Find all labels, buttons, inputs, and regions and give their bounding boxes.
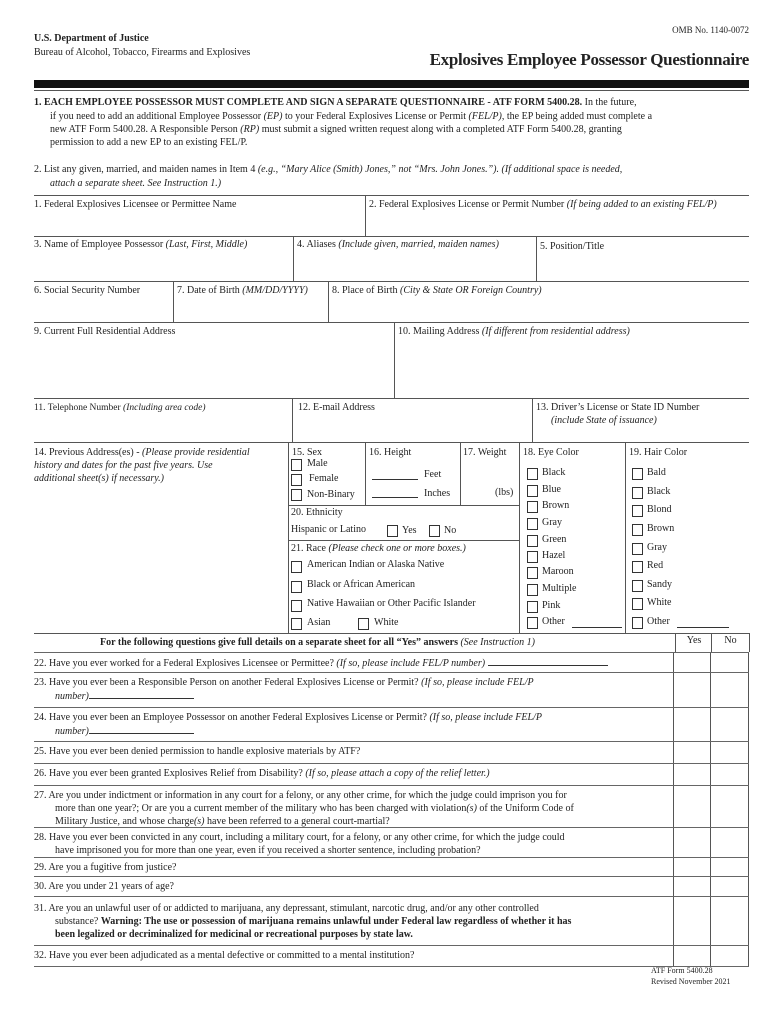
feet-label: Feet [424,469,442,480]
race-black-label: Black or African American [307,579,416,590]
question-27: 27. Are you under indictment or information in any court for a felony, or any other crime, for which the judge could imprison you for more than one year?; Or are you a current member of the military who has been charged with violation(s) of the Uniform Code of Military Justice, and whose charge(s) have been referred to a general court-martial? [34,786,749,828]
hair-blond-label: Blond [647,504,672,515]
hair-gray-label: Gray [647,542,667,553]
title-bar [34,80,749,88]
department: U.S. Department of Justice [34,33,149,44]
field-10-mailing-address[interactable]: 10. Mailing Address (If different from residential address) [398,326,630,337]
fel-number-input[interactable] [89,724,194,734]
field-4-aliases[interactable]: 4. Aliases (Include given, married, maiden names) [297,239,499,250]
hair-bald-label: Bald [647,467,666,478]
instruction-1-line4: permission to add a new EP to an existing FEL/P. [50,137,248,148]
fel-number-input[interactable] [89,689,194,699]
field-5-position[interactable]: 5. Position/Title [540,241,605,252]
eye-hazel-checkbox[interactable] [527,551,538,563]
field-14-hint: history and dates for the past five years. Use [34,460,213,471]
q30-no[interactable] [710,877,749,896]
sex-female-label: Female [309,473,339,484]
eye-black-label: Black [542,467,566,478]
field-21-race-label: 21. Race (Please check one or more boxes.) [291,543,466,554]
sex-nonbinary-label: Non-Binary [307,489,355,500]
hair-sandy-checkbox[interactable] [632,580,643,592]
q26-no[interactable] [710,764,749,785]
race-white-checkbox[interactable] [358,618,369,630]
question-24: 24. Have you ever been an Employee Possessor on another Federal Explosives License or Permit? (If so, please include FEL/P number) [34,708,749,742]
eye-multiple-checkbox[interactable] [527,584,538,596]
eye-maroon-label: Maroon [542,566,574,577]
field-15-sex-label: 15. Sex [292,447,322,458]
field-16-height-label: 16. Height [369,447,412,458]
divider [34,90,749,91]
field-14-hint2: additional sheet(s) if necessary.) [34,473,164,484]
race-asian-label: Asian [307,617,331,628]
instruction-1-line2: if you need to add an additional Employee Possessor (EP) to your Federal Explosives License or Permit (FEL/P), the EP being added must complete a [50,111,653,122]
field-6-ssn[interactable]: 6. Social Security Number [34,285,141,296]
eye-gray-label: Gray [542,517,562,528]
hair-brown-label: Brown [647,523,675,534]
eye-blue-checkbox[interactable] [527,485,538,497]
race-asian-checkbox[interactable] [291,618,302,630]
hispanic-label: Hispanic or Latino [291,524,366,535]
question-28: 28. Have you ever been convicted in any court, including a military court, for a felony, or any other crime, for which the judge could have imprisoned you for more than one year, even if you received a shorter sentence, including probation? [34,828,749,858]
field-17-weight-label: 17. Weight [463,447,507,458]
omb-number: OMB No. 1140-0072 [672,25,749,35]
race-pacific-islander-checkbox[interactable] [291,600,302,612]
inches-label: Inches [424,488,451,499]
eye-other-checkbox[interactable] [527,617,538,629]
hair-other-checkbox[interactable] [632,617,643,629]
race-american-indian-checkbox[interactable] [291,561,302,573]
q24-no[interactable] [710,708,749,741]
hair-black-checkbox[interactable] [632,487,643,499]
question-29: 29. Are you a fugitive from justice? [34,858,749,877]
hair-brown-checkbox[interactable] [632,524,643,536]
hair-sandy-label: Sandy [647,579,672,590]
q22-yes[interactable] [673,653,710,672]
eye-green-label: Green [542,534,567,545]
eye-maroon-checkbox[interactable] [527,567,538,579]
field-2-license-number[interactable]: 2. Federal Explosives License or Permit Number (If being added to an existing FEL/P) [369,199,717,210]
field-14-previous-address[interactable]: 14. Previous Address(es) - (Please provide residential [34,447,250,458]
q28-yes[interactable] [673,828,710,857]
race-american-indian-label: American Indian or Alaska Native [307,559,445,570]
hispanic-yes-label: Yes [402,525,417,536]
question-25: 25. Have you ever been denied permission to handle explosive materials by ATF? [34,742,749,764]
hair-black-label: Black [647,486,671,497]
hair-red-label: Red [647,560,664,571]
q23-yes[interactable] [673,673,710,707]
question-22: 22. Have you ever worked for a Federal Explosives Licensee or Permittee? (If so, please include FEL/P number) [34,652,749,673]
q22-no[interactable] [710,653,749,672]
bureau: Bureau of Alcohol, Tobacco, Firearms and Explosives [34,47,251,58]
q32-no[interactable] [710,946,749,966]
eye-pink-checkbox[interactable] [527,601,538,613]
q26-yes[interactable] [673,764,710,785]
field-13-hint: (include State of issuance) [551,415,657,426]
sex-female-checkbox[interactable] [291,474,302,486]
question-23: 23. Have you ever been a Responsible Person on another Federal Explosives License or Permit? (If so, please include FEL/P number) [34,673,749,708]
hair-gray-checkbox[interactable] [632,543,643,555]
eye-other-label: Other [542,616,565,627]
eye-pink-label: Pink [542,600,561,611]
instruction-1: 1. EACH EMPLOYEE POSSESSOR MUST COMPLETE AND SIGN A SEPARATE QUESTIONNAIRE - ATF FORM 5400.28. In the future, [34,97,637,108]
eye-black-checkbox[interactable] [527,468,538,480]
question-32: 32. Have you ever been adjudicated as a mental defective or committed to a mental institution? [34,946,749,967]
eye-other-input[interactable] [572,627,622,628]
field-1-licensee-name[interactable]: 1. Federal Explosives Licensee or Permittee Name [34,199,237,210]
field-3-name[interactable]: 3. Name of Employee Possessor (Last, First, Middle) [34,239,248,250]
q24-yes[interactable] [673,708,710,741]
fel-number-input[interactable] [488,656,608,666]
lbs-label: (lbs) [495,487,514,498]
instruction-1-line3: new ATF Form 5400.28. A Responsible Person (RP) must submit a signed written request along with a completed ATF Form 5400.28, granting [50,124,622,135]
eye-brown-label: Brown [542,500,570,511]
hair-white-label: White [647,597,672,608]
sex-male-label: Male [307,458,328,469]
field-19-hair-color-label: 19. Hair Color [629,447,688,458]
question-31: 31. Are you an unlawful user of or addicted to marijuana, any depressant, stimulant, narcotic drug, and/or any other controlled substance? Warning: The use or possession of marijuana remains unlawful under Federal law regardless of whether it has been legalized or decriminalized for medicinal or recreational purposes by state law. [34,897,749,946]
q31-yes[interactable] [673,897,710,945]
race-black-checkbox[interactable] [291,581,302,593]
questions-table [34,652,749,967]
field-12-email[interactable]: 12. E-mail Address [298,402,375,413]
hispanic-no-label: No [444,525,457,536]
no-column-header: No [711,633,750,652]
instruction-2: 2. List any given, married, and maiden names in Item 4 (e.g., “Mary Alice (Smith) Jones,” not “Mrs. John Jones.”). (If additional space is needed, [34,164,623,175]
eye-multiple-label: Multiple [542,583,577,594]
sex-male-checkbox[interactable] [291,459,302,471]
form-number: ATF Form 5400.28 [651,966,713,975]
q29-yes[interactable] [673,858,710,876]
eye-hazel-label: Hazel [542,550,566,561]
eye-brown-checkbox[interactable] [527,501,538,513]
height-feet-input[interactable] [372,479,418,480]
q28-no[interactable] [710,828,749,857]
hispanic-no-checkbox[interactable] [429,525,440,537]
q27-yes[interactable] [673,786,710,827]
race-pacific-islander-label: Native Hawaiian or Other Pacific Islander [307,598,476,609]
hair-other-input[interactable] [677,627,729,628]
yes-column-header: Yes [675,633,712,652]
sex-nonbinary-checkbox[interactable] [291,489,302,501]
eye-green-checkbox[interactable] [527,535,538,547]
field-18-eye-color-label: 18. Eye Color [523,447,579,458]
hair-red-checkbox[interactable] [632,561,643,573]
instruction-2-line2: attach a separate sheet. See Instruction 1.) [50,178,222,189]
eye-blue-label: Blue [542,484,561,495]
field-13-drivers-license[interactable]: 13. Driver’s License or State ID Number [536,402,700,413]
q25-no[interactable] [710,742,749,763]
q29-no[interactable] [710,858,749,876]
hispanic-yes-checkbox[interactable] [387,525,398,537]
q32-yes[interactable] [673,946,710,966]
race-white-label: White [374,617,399,628]
q27-no[interactable] [710,786,749,827]
q31-no[interactable] [710,897,749,945]
questions-header: For the following questions give full details on a separate sheet for all “Yes” answers (See Instruction 1) [100,637,535,648]
revision-date: Revised November 2021 [651,977,731,986]
hair-other-label: Other [647,616,670,627]
height-inches-input[interactable] [372,497,418,498]
question-26: 26. Have you ever been granted Explosives Relief from Disability? (If so, please attach a copy of the relief letter.) [34,764,749,786]
field-9-residential-address[interactable]: 9. Current Full Residential Address [34,326,176,337]
field-8-place-of-birth[interactable]: 8. Place of Birth (City & State OR Foreign Country) [332,285,542,296]
q30-yes[interactable] [673,877,710,896]
field-20-ethnicity-label: 20. Ethnicity [291,507,343,518]
q23-no[interactable] [710,673,749,707]
q25-yes[interactable] [673,742,710,763]
field-7-dob[interactable]: 7. Date of Birth (MM/DD/YYYY) [177,285,308,296]
page-title: Explosives Employee Possessor Questionnaire [429,50,749,69]
question-30: 30. Are you under 21 years of age? [34,877,749,897]
field-11-telephone[interactable]: 11. Telephone Number (Including area code) [34,403,206,413]
hair-white-checkbox[interactable] [632,598,643,610]
eye-gray-checkbox[interactable] [527,518,538,530]
hair-bald-checkbox[interactable] [632,468,643,480]
hair-blond-checkbox[interactable] [632,505,643,517]
